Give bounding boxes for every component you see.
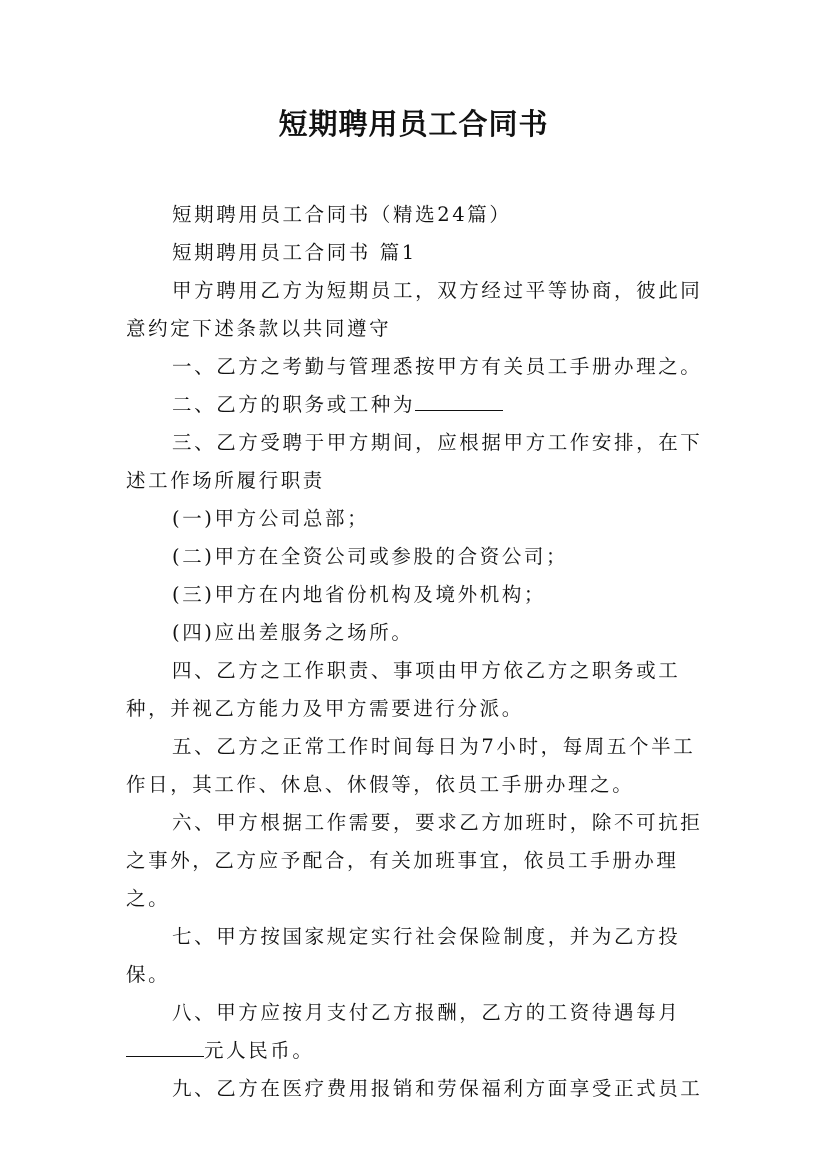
salary-blank-line [126,1034,204,1057]
paragraph-clause-8 [126,994,711,1070]
paragraph-workplace-3: (三)甲方在内地省份机构及境外机构； [172,583,547,606]
paragraph-clause-5: 五、乙方之正常工作时间每日为7小时，每周五个半工作日，其工作、休息、休假等，依员工手册办理之。 [126,735,696,796]
paragraph-clause-4: 四、乙方之工作职责、事项由甲方依乙方之职务或工种，并视乙方能力及甲方需要进行分派。 [126,659,681,720]
document-body [126,196,711,1108]
document-title: 短期聘用员工合同书 [278,107,549,141]
paragraph-clause-7: 七、甲方按国家规定实行社会保险制度，并为乙方投保。 [126,925,681,986]
paragraph-workplace-2: (二)甲方在全资公司或参股的合资公司； [172,545,569,568]
paragraph-section-heading: 短期聘用员工合同书 篇1 [172,241,417,264]
paragraph-workplace-4: (四)应出差服务之场所。 [172,621,414,644]
clause-8-currency: 元人民币。 [204,1039,315,1062]
clause-2-text: 二、乙方的职务或工种为 [172,393,416,416]
paragraph-clause-9: 九、乙方在医疗费用报销和劳保福利方面享受正式员工 [172,1077,703,1100]
clause-8-text: 八、甲方应按月支付乙方报酬，乙方的工资待遇每月 [172,1001,681,1024]
paragraph-clause-6: 六、甲方根据工作需要，要求乙方加班时，除不可抗拒之事外，乙方应予配合，有关加班事宜，依员工手册办理之。 [126,811,703,910]
paragraph-subtitle: 短期聘用员工合同书（精选24篇） [172,203,512,226]
paragraph-clause-2 [126,386,711,424]
paragraph-intro: 甲方聘用乙方为短期员工，双方经过平等协商，彼此同意约定下述条款以共同遵守 [126,279,703,340]
job-title-blank-line [415,388,503,411]
paragraph-workplace-1: (一)甲方公司总部； [172,507,370,530]
paragraph-clause-1: 一、乙方之考勤与管理悉按甲方有关员工手册办理之。 [172,355,703,378]
paragraph-clause-3: 三、乙方受聘于甲方期间，应根据甲方工作安排，在下述工作场所履行职责 [126,431,703,492]
